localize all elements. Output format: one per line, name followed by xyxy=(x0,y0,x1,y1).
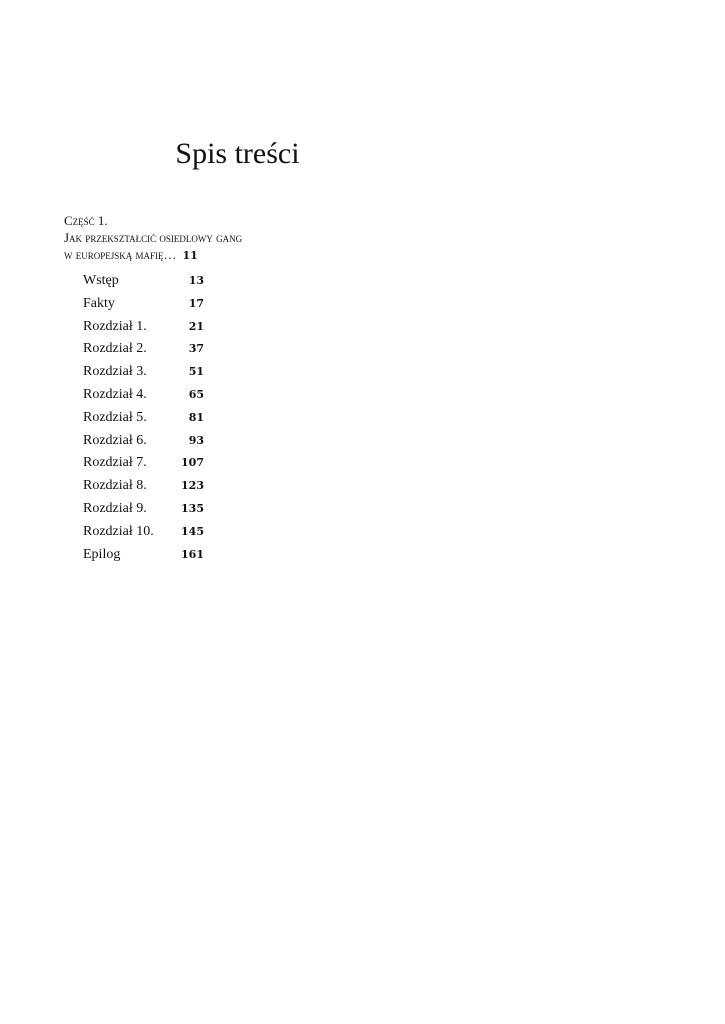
toc-entry-label: Rozdział 10. xyxy=(83,523,154,539)
toc-entry-label: Rozdział 5. xyxy=(83,409,147,425)
part-title-line-2 xyxy=(64,246,242,264)
toc-entry-page: 21 xyxy=(188,319,204,333)
toc-entry[interactable] xyxy=(83,544,204,567)
toc-entry-label: Fakty xyxy=(83,295,115,311)
toc-entry-page: 65 xyxy=(188,387,204,401)
toc-entry[interactable] xyxy=(83,293,204,316)
toc-entry-page: 107 xyxy=(181,456,204,470)
toc-list xyxy=(83,270,204,566)
toc-entry-label: Rozdział 3. xyxy=(83,364,147,380)
toc-entry-page: 81 xyxy=(188,410,204,424)
toc-entry[interactable] xyxy=(83,407,204,430)
toc-entry-page: 93 xyxy=(188,433,204,447)
toc-entry[interactable] xyxy=(83,270,204,293)
part-heading xyxy=(64,212,242,264)
toc-entry-page: 123 xyxy=(181,479,204,493)
toc-entry-page: 161 xyxy=(181,547,204,561)
toc-entry[interactable] xyxy=(83,498,204,521)
toc-entry-page: 135 xyxy=(181,501,204,515)
toc-entry-label: Rozdział 7. xyxy=(83,455,147,471)
toc-entry[interactable] xyxy=(83,338,204,361)
toc-entry-label: Epilog xyxy=(83,546,121,562)
toc-entry[interactable] xyxy=(83,361,204,384)
toc-entry-page: 17 xyxy=(188,296,204,310)
toc-entry[interactable] xyxy=(83,452,204,475)
toc-entry-label: Wstęp xyxy=(83,273,119,288)
toc-entry-label: Rozdział 1. xyxy=(83,318,147,334)
toc-entry[interactable] xyxy=(83,475,204,498)
part-page-number: 11 xyxy=(182,249,198,262)
toc-entry[interactable] xyxy=(83,430,204,453)
toc-entry-page: 37 xyxy=(188,342,204,356)
part-title-line-2-text: w europejską mafię… xyxy=(64,247,177,262)
part-number: Część 1. xyxy=(64,213,108,228)
toc-entry-page: 13 xyxy=(188,274,204,287)
toc-entry[interactable] xyxy=(83,384,204,407)
toc-entry-label: Rozdział 2. xyxy=(83,341,147,357)
toc-entry-label: Rozdział 9. xyxy=(83,500,147,516)
toc-entry[interactable] xyxy=(83,521,204,544)
toc-entry-page: 145 xyxy=(181,524,204,538)
toc-entry-page: 51 xyxy=(188,365,204,379)
toc-entry-label: Rozdział 6. xyxy=(83,432,147,448)
part-title-line-1: Jak przekształcić osiedlowy gang xyxy=(64,230,243,245)
toc-entry-label: Rozdział 4. xyxy=(83,386,147,402)
toc-entry-label: Rozdział 8. xyxy=(83,478,147,494)
toc-entry[interactable] xyxy=(83,316,204,339)
page-title: Spis treści xyxy=(175,137,300,170)
